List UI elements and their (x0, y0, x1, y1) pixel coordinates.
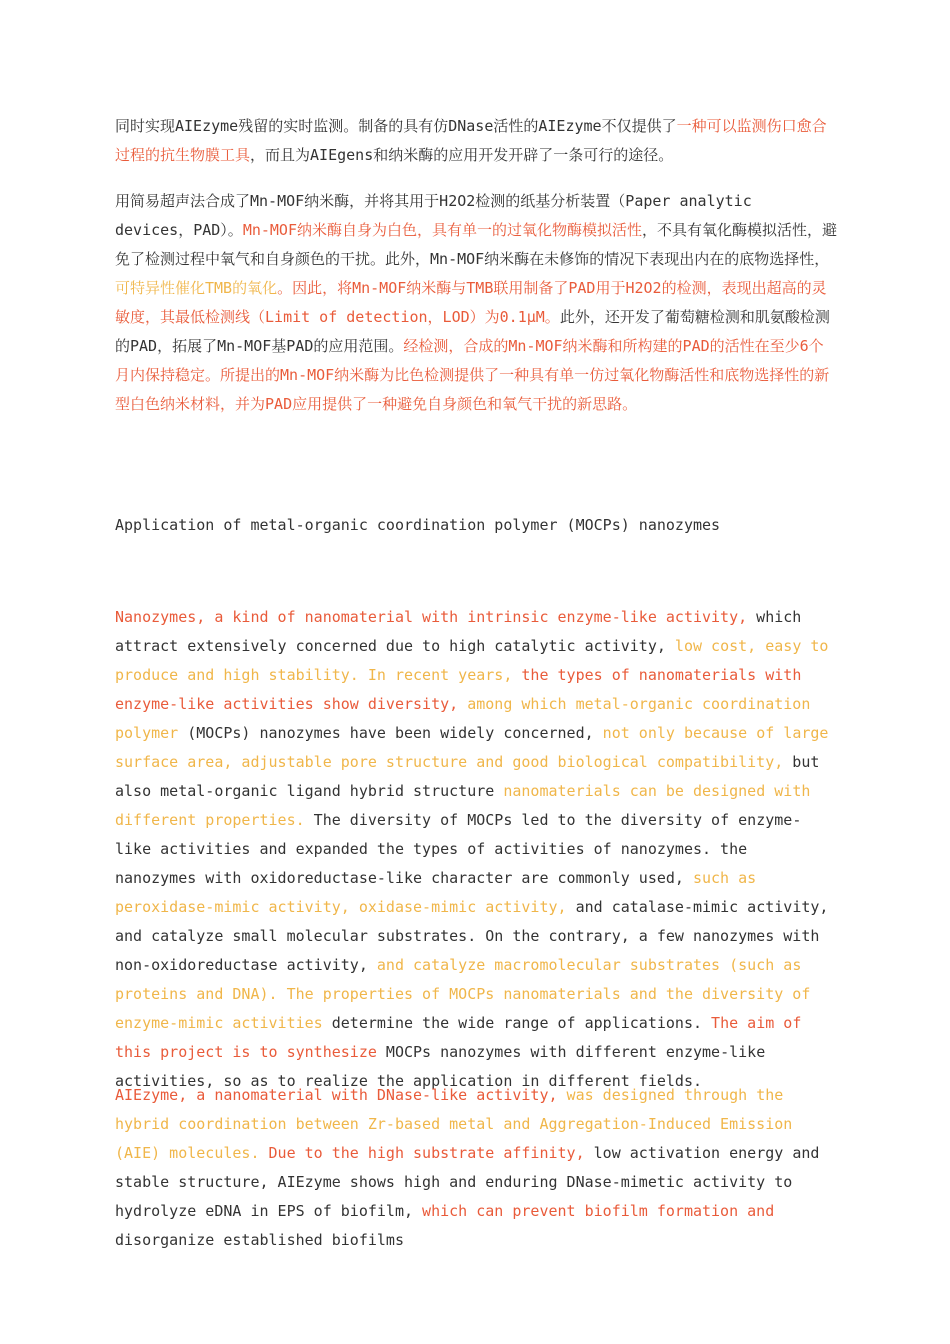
chinese-paragraph-2 (115, 187, 837, 419)
text-segment: was designed through the hybrid coordination between Zr-based metal and Aggregation-Induced Emission (AIE) molecules. (115, 1086, 793, 1162)
text-segment: ，而且为AIEgens和纳米酶的应用开发开辟了一条可行的途径。 (250, 146, 674, 164)
text-segment: not only because of large surface area, adjustable pore structure and good biological compatibility, (115, 724, 829, 771)
text-segment: 此外，还开发了葡萄糖检测和肌氨酸检测的PAD，拓展了Mn-MOF基PAD的应用范围。 (115, 308, 830, 355)
text-segment: Due to the high substrate affinity, (259, 1144, 585, 1162)
english-paragraph-2 (115, 1081, 837, 1255)
text-segment: low cost, easy to produce and high stability. In recent years, (115, 637, 829, 684)
text-segment: which attract extensively concerned due to high catalytic activity, (115, 608, 802, 655)
text-segment: 可特异性催化TMB的氧化 (115, 279, 278, 297)
chinese-paragraph-1 (115, 112, 837, 170)
text-segment: 一种可以监测伤口愈合过程的抗生物膜工具 (115, 117, 827, 164)
text-segment: such as peroxidase-mimic activity, oxidase-mimic activity, (115, 869, 757, 916)
text-segment: among which metal-organic coordination polymer (115, 695, 811, 742)
text-segment: ，不具有氧化酶模拟活性，避免了检测过程中氧气和自身颜色的干扰。此外，Mn-MOF纳米酶在未修饰的情况下表现出内在的底物选择性， (115, 221, 838, 268)
text-segment: determine the wide range of applications. (322, 1014, 712, 1032)
text-segment: Nanozymes, a kind of nanomaterial with intrinsic enzyme-like activity, (115, 608, 748, 626)
text-segment: which can prevent biofilm formation and (422, 1202, 775, 1220)
text-segment: disorganize established biofilms (115, 1231, 404, 1249)
section-title: Application of metal-organic coordination polymer (MOCPs) nanozymes (115, 516, 721, 534)
text-segment: nanomaterials can be designed with different properties. (115, 782, 811, 829)
text-segment: (MOCPs) nanozymes have been widely concerned, (178, 724, 603, 742)
text-segment: Mn-MOF纳米酶自身为白色，具有单一的过氧化物酶模拟活性 (242, 221, 642, 239)
text-segment: MOCPs nanozymes with different enzyme-like activities, so as to realize the application in different fields. (115, 1043, 766, 1090)
english-paragraph-1 (115, 603, 837, 1096)
text-segment: 同时实现AIEzyme残留的实时监测。制备的具有仿DNase活性的AIEzyme不仅提供了 (115, 117, 677, 135)
text-segment: 。因此，将Mn-MOF纳米酶与TMB联用制备了PAD用于H2O2的检测，表现出超高的灵敏度，其最低检测线（Limit of detection，LOD）为0.1μM。 (115, 279, 827, 326)
text-segment: low activation energy and stable structure, AIEzyme shows high and enduring DNase-mimetic activity to hydrolyze eDNA in EPS of biofilm, (115, 1144, 820, 1220)
text-segment: and catalase-mimic activity, and catalyze small molecular substrates. On the contrary, a few nanozymes with non-oxidoreductase activity, (115, 898, 829, 974)
text-segment: but also metal-organic ligand hybrid structure (115, 753, 820, 800)
text-segment: The diversity of MOCPs led to the diversity of enzyme-like activities and expanded the types of activities of nanozymes. the nanozymes with oxidoreductase-like character are commonly used, (115, 811, 802, 887)
text-segment: 经检测，合成的Mn-MOF纳米酶和所构建的PAD的活性在至少6个月内保持稳定。所提出的Mn-MOF纳米酶为比色检测提供了一种具有单一仿过氧化物酶活性和底物选择性的新型白色纳米材料，并为PAD应用提供了一种避免自身颜色和氧气干扰的新思路。 (115, 337, 830, 413)
text-segment: 用简易超声法合成了Mn-MOF纳米酶，并将其用于H2O2检测的纸基分析装置（Paper analytic devices，PAD）。 (115, 192, 752, 239)
text-segment: and catalyze macromolecular substrates (such as proteins and DNA). The properties of MOCPs nanomaterials and the diversity of enzyme-mimic activities (115, 956, 811, 1032)
text-segment: the types of nanomaterials with enzyme-like activities show diversity, (115, 666, 802, 713)
text-segment: The aim of this project is to synthesize (115, 1014, 802, 1061)
text-segment: AIEzyme, a nanomaterial with DNase-like activity, (115, 1086, 558, 1104)
